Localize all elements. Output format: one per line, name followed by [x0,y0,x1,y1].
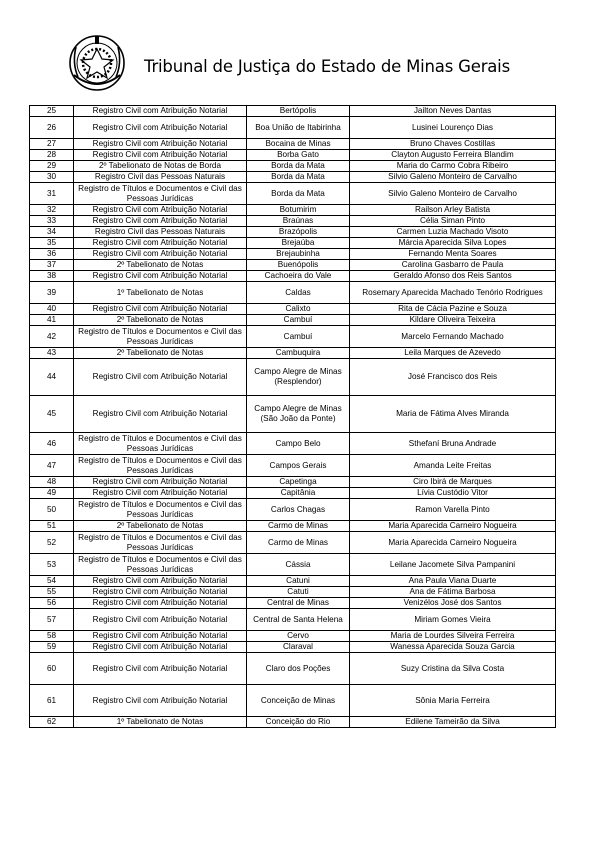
table-row [30,227,556,238]
holder-name: Sthefaní Bruna Andrade [350,433,556,455]
table-row [30,396,556,433]
table-row [30,554,556,576]
holder-name: Maria Aparecida Carneiro Nogueira [350,521,556,532]
holder-name: Ciro Ibirá de Marques [350,477,556,488]
row-number: 31 [30,183,74,205]
service-name: Registro Civil com Atribuição Notarial [74,488,247,499]
row-number: 53 [30,554,74,576]
city-name: Botumirim [247,205,350,216]
table-row [30,587,556,598]
holder-name: Leilane Jacomete Silva Pampanini [350,554,556,576]
city-name: Borda da Mata [247,172,350,183]
row-number: 42 [30,326,74,348]
table-row [30,598,556,609]
service-name: Registro Civil com Atribuição Notarial [74,653,247,685]
table-row [30,117,556,139]
holder-name: Suzy Cristina da Silva Costa [350,653,556,685]
service-name: Registro Civil com Atribuição Notarial [74,271,247,282]
registry-table [29,105,556,728]
city-name: Capitânia [247,488,350,499]
row-number: 49 [30,488,74,499]
city-name: Cambuquira [247,348,350,359]
service-name: 2º Tabelionato de Notas [74,348,247,359]
holder-name: Edilene Tameirão da Silva [350,717,556,728]
table-row [30,631,556,642]
row-number: 26 [30,117,74,139]
holder-name: Silvio Galeno Monteiro de Carvalho [350,183,556,205]
row-number: 61 [30,685,74,717]
holder-name: Marcelo Fernando Machado [350,326,556,348]
service-name: Registro de Títulos e Documentos e Civil das Pessoas Jurídicas [74,499,247,521]
city-name: Cássia [247,554,350,576]
table-row [30,183,556,205]
table-row [30,576,556,587]
row-number: 29 [30,161,74,172]
holder-name: Venizélos José dos Santos [350,598,556,609]
holder-name: José Francisco dos Reis [350,359,556,396]
service-name: Registro Civil com Atribuição Notarial [74,609,247,631]
holder-name: Geraldo Afonso dos Reis Santos [350,271,556,282]
table-row [30,499,556,521]
holder-name: Márcia Aparecida Silva Lopes [350,238,556,249]
service-name: Registro de Títulos e Documentos e Civil das Pessoas Jurídicas [74,455,247,477]
table-row [30,609,556,631]
service-name: Registro Civil com Atribuição Notarial [74,396,247,433]
row-number: 41 [30,315,74,326]
row-number: 33 [30,216,74,227]
city-name: Conceição do Rio [247,717,350,728]
service-name: Registro de Títulos e Documentos e Civil das Pessoas Jurídicas [74,183,247,205]
table-row [30,717,556,728]
table-row [30,359,556,396]
row-number: 58 [30,631,74,642]
table-row [30,433,556,455]
row-number: 59 [30,642,74,653]
row-number: 30 [30,172,74,183]
city-name: Bertópolis [247,106,350,117]
city-name: Brazópolis [247,227,350,238]
holder-name: Ramon Varella Pinto [350,499,556,521]
service-name: 1º Tabelionato de Notas [74,282,247,304]
service-name: Registro de Títulos e Documentos e Civil das Pessoas Jurídicas [74,532,247,554]
service-name: Registro Civil com Atribuição Notarial [74,205,247,216]
row-number: 36 [30,249,74,260]
page-title: Tribunal de Justiça do Estado de Minas Gerais [144,57,510,76]
city-name: Carlos Chagas [247,499,350,521]
holder-name: Wanessa Aparecida Souza Garcia [350,642,556,653]
service-name: 1º Tabelionato de Notas [74,717,247,728]
row-number: 39 [30,282,74,304]
city-name: Carmo de Minas [247,532,350,554]
city-name: Brejaubinha [247,249,350,260]
holder-name: Maria de Fátima Alves Miranda [350,396,556,433]
city-name: Campo Belo [247,433,350,455]
service-name: Registro Civil com Atribuição Notarial [74,139,247,150]
city-name: Buenópolis [247,260,350,271]
service-name: Registro Civil com Atribuição Notarial [74,117,247,139]
table-row [30,139,556,150]
table-row [30,249,556,260]
city-name: Campo Alegre de Minas (São João da Ponte) [247,396,350,433]
row-number: 44 [30,359,74,396]
service-name: Registro Civil com Atribuição Notarial [74,631,247,642]
holder-name: Rita de Cácia Pazine e Souza [350,304,556,315]
service-name: Registro Civil com Atribuição Notarial [74,685,247,717]
table-row [30,488,556,499]
table-row [30,106,556,117]
row-number: 62 [30,717,74,728]
row-number: 40 [30,304,74,315]
service-name: Registro Civil com Atribuição Notarial [74,249,247,260]
row-number: 38 [30,271,74,282]
service-name: Registro Civil com Atribuição Notarial [74,576,247,587]
city-name: Claro dos Poções [247,653,350,685]
city-name: Calixto [247,304,350,315]
holder-name: Jailton Neves Dantas [350,106,556,117]
city-name: Catuti [247,587,350,598]
table-row [30,532,556,554]
row-number: 28 [30,150,74,161]
service-name: Registro Civil com Atribuição Notarial [74,238,247,249]
service-name: Registro Civil com Atribuição Notarial [74,216,247,227]
holder-name: Lívia Custódio Vitor [350,488,556,499]
city-name: Cambuí [247,326,350,348]
holder-name: Railson Arley Batista [350,205,556,216]
holder-name: Miriam Gomes Vieira [350,609,556,631]
city-name: Carmo de Minas [247,521,350,532]
city-name: Claraval [247,642,350,653]
city-name: Cachoeira do Vale [247,271,350,282]
table-row [30,238,556,249]
holder-name: Carmen Luzia Machado Visoto [350,227,556,238]
holder-name: Carolina Gasbarro de Paula [350,260,556,271]
holder-name: Kildare Oliveira Teixeira [350,315,556,326]
table-row [30,642,556,653]
row-number: 46 [30,433,74,455]
service-name: Registro Civil com Atribuição Notarial [74,304,247,315]
table-row [30,348,556,359]
city-name: Conceição de Minas [247,685,350,717]
city-name: Campo Alegre de Minas (Resplendor) [247,359,350,396]
city-name: Borda da Mata [247,183,350,205]
holder-name: Célia Siman Pinto [350,216,556,227]
page-header [66,33,536,99]
city-name: Central de Santa Helena [247,609,350,631]
city-name: Cambuí [247,315,350,326]
table-row [30,271,556,282]
brasao-minas-gerais-icon [66,33,128,93]
holder-name: Bruno Chaves Costillas [350,139,556,150]
service-name: Registro Civil com Atribuição Notarial [74,150,247,161]
city-name: Boa União de Itabirinha [247,117,350,139]
row-number: 27 [30,139,74,150]
service-name: 2º Tabelionato de Notas de Borda [74,161,247,172]
service-name: 2º Tabelionato de Notas [74,315,247,326]
city-name: Borda da Mata [247,161,350,172]
holder-name: Sônia Maria Ferreira [350,685,556,717]
city-name: Caldas [247,282,350,304]
table-row [30,172,556,183]
holder-name: Fernando Menta Soares [350,249,556,260]
row-number: 25 [30,106,74,117]
holder-name: Ana Paula Viana Duarte [350,576,556,587]
service-name: 2º Tabelionato de Notas [74,521,247,532]
row-number: 43 [30,348,74,359]
table-row [30,205,556,216]
city-name: Brejaúba [247,238,350,249]
holder-name: Leila Marques de Azevedo [350,348,556,359]
table-row [30,477,556,488]
holder-name: Maria do Carmo Cobra Ribeiro [350,161,556,172]
service-name: Registro Civil com Atribuição Notarial [74,106,247,117]
table-row [30,521,556,532]
service-name: Registro Civil com Atribuição Notarial [74,642,247,653]
row-number: 37 [30,260,74,271]
table-row [30,161,556,172]
service-name: 2º Tabelionato de Notas [74,260,247,271]
holder-name: Maria de Lourdes Silveira Ferreira [350,631,556,642]
table-row [30,304,556,315]
table-row [30,653,556,685]
row-number: 45 [30,396,74,433]
holder-name: Amanda Leite Freitas [350,455,556,477]
service-name: Registro Civil com Atribuição Notarial [74,598,247,609]
holder-name: Clayton Augusto Ferreira Blandim [350,150,556,161]
service-name: Registro Civil com Atribuição Notarial [74,359,247,396]
row-number: 47 [30,455,74,477]
table-row [30,216,556,227]
row-number: 32 [30,205,74,216]
service-name: Registro de Títulos e Documentos e Civil das Pessoas Jurídicas [74,433,247,455]
city-name: Campos Gerais [247,455,350,477]
holder-name: Rosemary Aparecida Machado Tenório Rodrigues [350,282,556,304]
table-row [30,150,556,161]
table-row [30,260,556,271]
holder-name: Silvio Galeno Monteiro de Carvalho [350,172,556,183]
table-row [30,685,556,717]
row-number: 48 [30,477,74,488]
city-name: Borba Gato [247,150,350,161]
row-number: 56 [30,598,74,609]
row-number: 52 [30,532,74,554]
row-number: 54 [30,576,74,587]
row-number: 50 [30,499,74,521]
city-name: Catuni [247,576,350,587]
table-row [30,326,556,348]
service-name: Registro Civil das Pessoas Naturais [74,227,247,238]
row-number: 57 [30,609,74,631]
city-name: Cervo [247,631,350,642]
holder-name: Lusinei Lourenço Dias [350,117,556,139]
holder-name: Maria Aparecida Carneiro Nogueira [350,532,556,554]
holder-name: Ana de Fátima Barbosa [350,587,556,598]
service-name: Registro Civil com Atribuição Notarial [74,477,247,488]
row-number: 34 [30,227,74,238]
row-number: 51 [30,521,74,532]
table-row [30,455,556,477]
city-name: Central de Minas [247,598,350,609]
row-number: 60 [30,653,74,685]
service-name: Registro Civil com Atribuição Notarial [74,587,247,598]
table-row [30,282,556,304]
row-number: 55 [30,587,74,598]
city-name: Capetinga [247,477,350,488]
table-row [30,315,556,326]
row-number: 35 [30,238,74,249]
city-name: Braúnas [247,216,350,227]
service-name: Registro Civil das Pessoas Naturais [74,172,247,183]
service-name: Registro de Títulos e Documentos e Civil das Pessoas Jurídicas [74,554,247,576]
city-name: Bocaina de Minas [247,139,350,150]
service-name: Registro de Títulos e Documentos e Civil das Pessoas Jurídicas [74,326,247,348]
